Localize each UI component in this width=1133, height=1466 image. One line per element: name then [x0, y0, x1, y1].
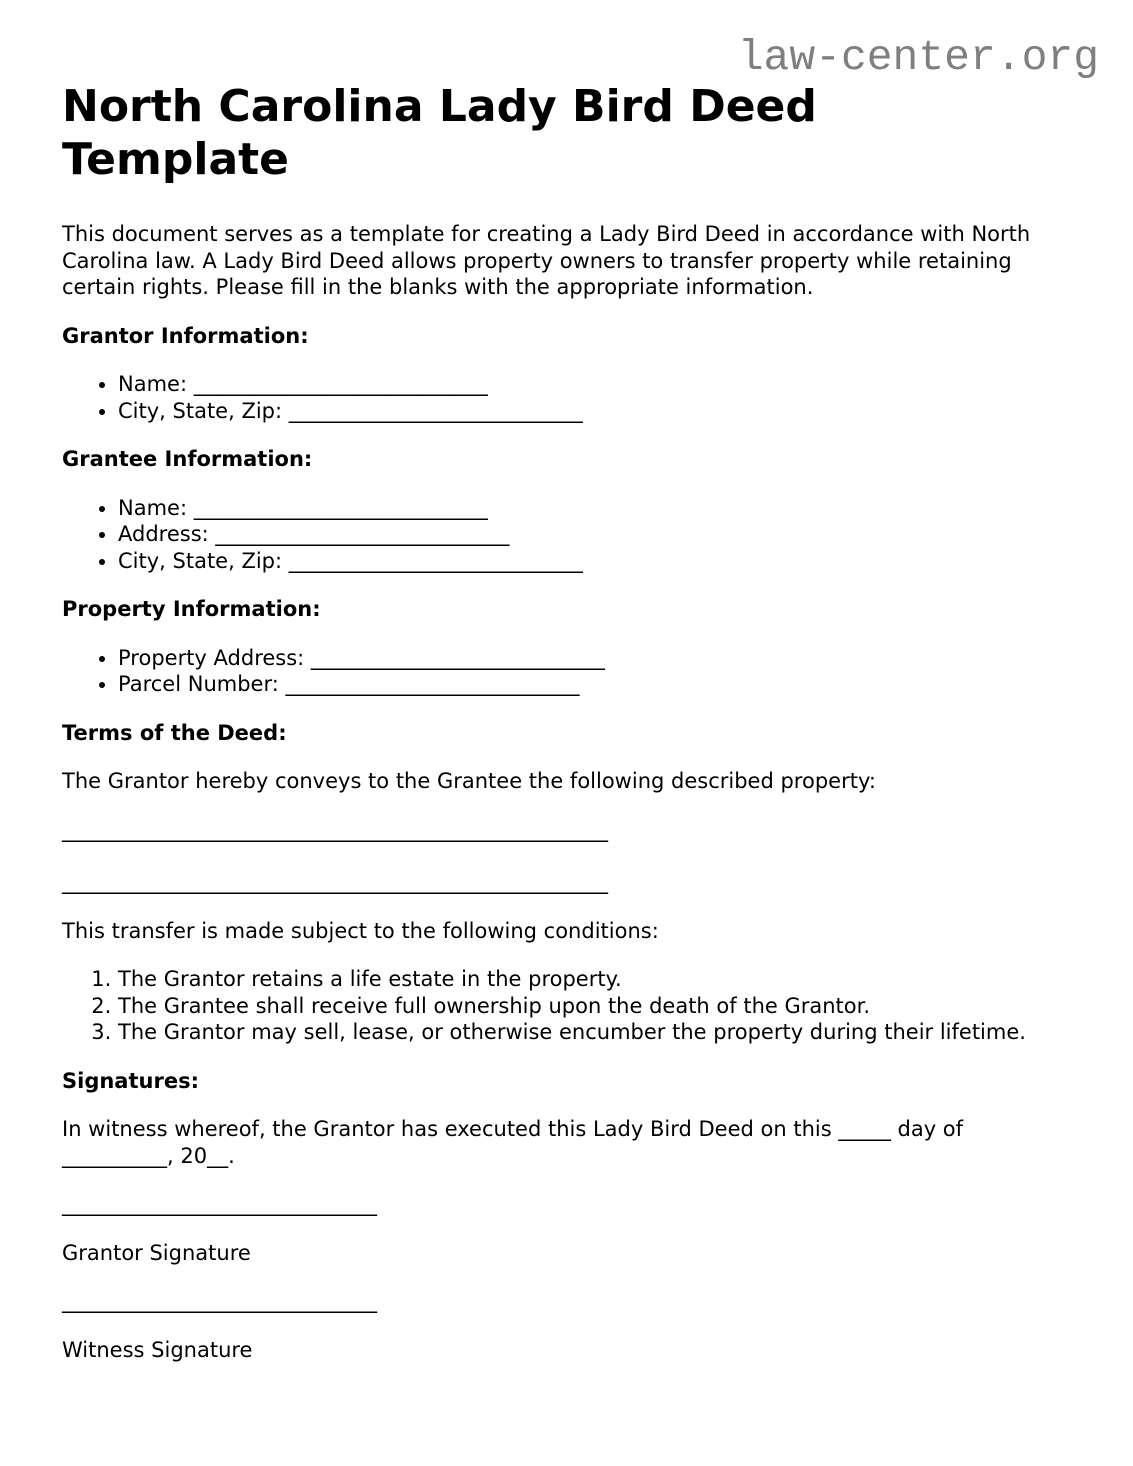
- field-label: City, State, Zip:: [118, 398, 289, 423]
- intro-paragraph: This document serves as a template for creating a Lady Bird Deed in accordance with North Carolina law. A Lady Bird Deed allows property owners to transfer property while retaining certain rights. Please fill in the blanks with the appropriate information.: [62, 222, 1031, 299]
- grantor-signature-label: Grantor Signature: [62, 1240, 251, 1265]
- field-blank[interactable]: ____________________________: [288, 548, 583, 573]
- field-label: Name:: [118, 372, 194, 396]
- field-blank[interactable]: ____________________________: [310, 645, 605, 670]
- property-description-line-1[interactable]: ____________________________________________________: [62, 817, 608, 842]
- field-blank[interactable]: ____________________________: [193, 372, 488, 396]
- document-page: [62, 80, 1072, 1363]
- grantee-address-field[interactable]: [118, 521, 1072, 548]
- page-title: North Carolina Lady Bird Deed Template: [62, 81, 817, 185]
- property-fields-list: [62, 645, 1072, 698]
- grantor-city-state-zip-field[interactable]: [118, 398, 1072, 425]
- grantee-name-field[interactable]: [118, 495, 1072, 522]
- field-label: City, State, Zip:: [118, 548, 289, 573]
- grantor-name-field[interactable]: [118, 371, 1072, 398]
- field-label: Name:: [118, 495, 194, 520]
- field-blank[interactable]: ____________________________: [193, 495, 488, 520]
- field-label: Parcel Number:: [118, 672, 286, 696]
- conveys-statement: The Grantor hereby conveys to the Grantee the following described property:: [62, 769, 876, 793]
- grantee-fields-list: [62, 495, 1072, 575]
- grantee-city-state-zip-field[interactable]: [118, 548, 1072, 575]
- grantee-heading: Grantee Information:: [62, 447, 313, 471]
- condition-item: 3. The Grantor may sell, lease, or otherwise encumber the property during their lifetime.: [118, 1019, 1072, 1046]
- property-description-line-2[interactable]: ____________________________________________________: [62, 870, 608, 894]
- grantor-signature-line[interactable]: ______________________________: [62, 1192, 377, 1216]
- watermark-logo: law-center.org: [737, 33, 1099, 82]
- witness-signature-label: Witness Signature: [62, 1337, 253, 1362]
- parcel-number-field[interactable]: [118, 671, 1072, 698]
- property-heading: Property Information:: [62, 597, 321, 621]
- condition-item: 1. The Grantor retains a life estate in the property.: [118, 966, 1072, 993]
- condition-item: 2. The Grantee shall receive full ownership upon the death of the Grantor.: [118, 993, 1072, 1020]
- field-label: Address:: [118, 522, 216, 546]
- terms-heading: Terms of the Deed:: [62, 720, 287, 745]
- grantor-fields-list: [62, 371, 1072, 424]
- field-label: Property Address:: [118, 645, 311, 670]
- conditions-list: [62, 966, 1072, 1046]
- signatures-heading: Signatures:: [62, 1068, 199, 1093]
- field-blank[interactable]: ____________________________: [285, 672, 580, 696]
- witness-signature-line[interactable]: ______________________________: [62, 1289, 377, 1313]
- field-blank[interactable]: ____________________________: [288, 398, 583, 423]
- property-address-field[interactable]: [118, 645, 1072, 672]
- field-blank[interactable]: ____________________________: [215, 522, 510, 546]
- witness-whereof-text: In witness whereof, the Grantor has executed this Lady Bird Deed on this _____ day of __________, 20__.: [62, 1117, 964, 1168]
- conditions-intro: This transfer is made subject to the following conditions:: [62, 918, 659, 943]
- grantor-heading: Grantor Information:: [62, 323, 309, 348]
